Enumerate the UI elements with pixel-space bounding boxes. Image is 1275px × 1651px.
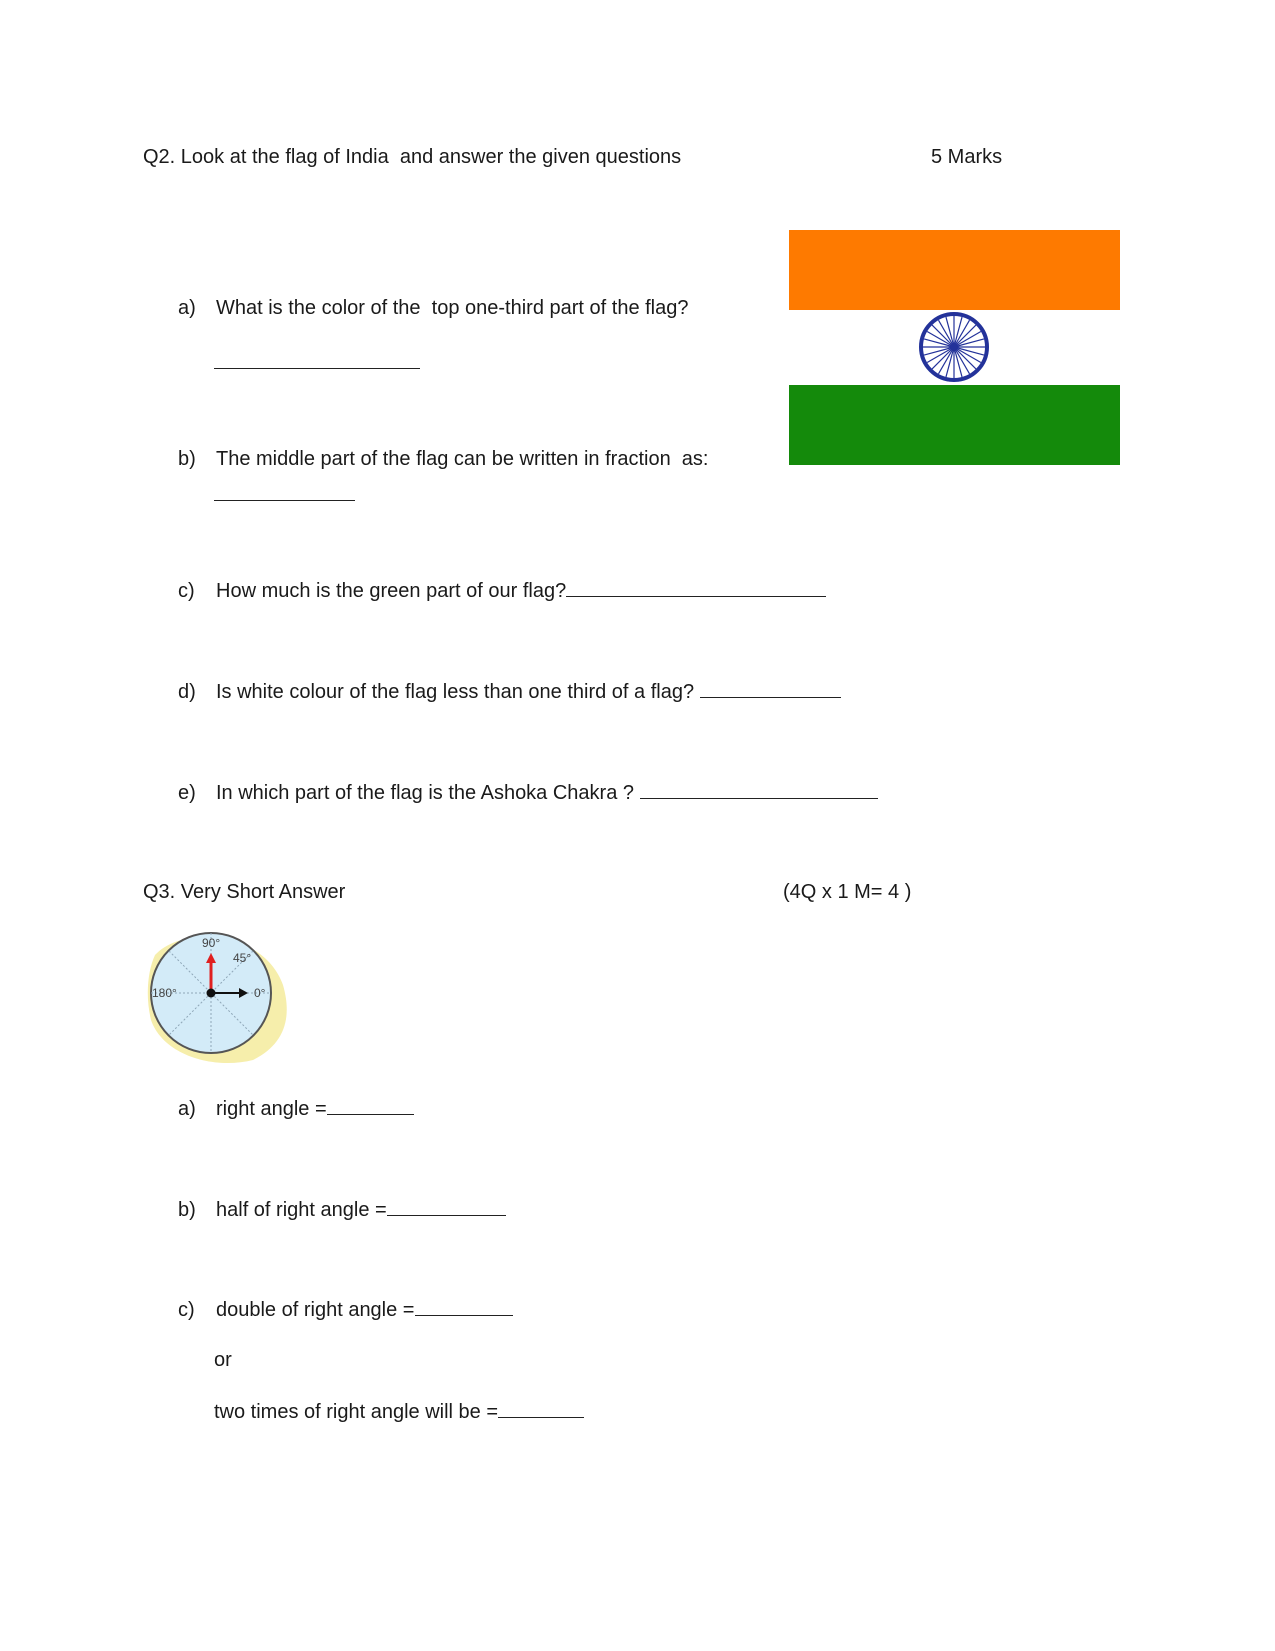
q3-alt-item (214, 1399, 584, 1424)
q2-item-c-text: How much is the green part of our flag? (216, 580, 567, 602)
q3-item-b-text: half of right angle = (216, 1199, 387, 1221)
label-90: 90° (202, 936, 221, 950)
label-0: 0° (254, 986, 266, 1000)
q2-item-e-answer-blank[interactable] (640, 780, 878, 799)
flag-green-band (789, 385, 1120, 465)
ashoka-chakra-icon (921, 314, 987, 380)
q2-item-a-text: What is the color of the top one-third part of the flag? (216, 297, 689, 319)
q2-item-e-marker: e) (178, 782, 196, 804)
q2-item-d-marker: d) (178, 681, 196, 703)
label-180: 180° (152, 986, 177, 1000)
q2-item-e-text: In which part of the flag is the Ashoka Chakra ? (216, 782, 635, 804)
q2-item-c-answer-blank[interactable] (566, 578, 826, 597)
flag-saffron-band (789, 230, 1120, 310)
q3-item-c-text: double of right angle = (216, 1299, 415, 1321)
label-45: 45° (233, 951, 252, 965)
q3-or-text: or (214, 1349, 232, 1371)
q2-item-a-marker: a) (178, 297, 196, 319)
india-flag (789, 230, 1120, 465)
dial-center (207, 989, 216, 998)
q2-item-b (178, 447, 708, 471)
q2-item-e (178, 780, 878, 805)
q3-item-a-answer-blank[interactable] (327, 1096, 414, 1115)
q2-marks: 5 Marks (931, 146, 1003, 168)
q2-heading: Q2. Look at the flag of India and answer the given questions (143, 146, 682, 168)
q3-alt-text: two times of right angle will be = (214, 1401, 499, 1423)
q3-heading: Q3. Very Short Answer (143, 881, 346, 903)
q2-item-d-text: Is white colour of the flag less than one third of a flag? (216, 681, 695, 703)
q3-marks: (4Q x 1 M= 4 ) (783, 881, 912, 903)
q3-alt-answer-blank[interactable] (498, 1399, 584, 1418)
q3-item-c-marker: c) (178, 1299, 195, 1321)
q2-item-d-answer-blank[interactable] (700, 679, 841, 698)
q3-item-b (178, 1197, 506, 1222)
q2-item-c-marker: c) (178, 580, 195, 602)
q2-item-d (178, 679, 841, 704)
q2-item-a-answer-blank[interactable] (214, 350, 420, 375)
q2-item-c (178, 578, 826, 603)
q2-item-a (178, 296, 689, 320)
q3-item-c-answer-blank[interactable] (415, 1297, 513, 1316)
angle-dial-diagram (143, 925, 293, 1070)
q2-item-b-answer-blank[interactable] (214, 482, 355, 507)
q2-item-b-marker: b) (178, 448, 196, 470)
q3-item-a-text: right angle = (216, 1098, 327, 1120)
q2-item-b-text: The middle part of the flag can be written in fraction as: (216, 448, 709, 470)
q3-item-b-answer-blank[interactable] (387, 1197, 506, 1216)
q3-item-a (178, 1096, 414, 1121)
q3-item-b-marker: b) (178, 1199, 196, 1221)
q3-item-c (178, 1297, 513, 1322)
q3-item-a-marker: a) (178, 1098, 196, 1120)
